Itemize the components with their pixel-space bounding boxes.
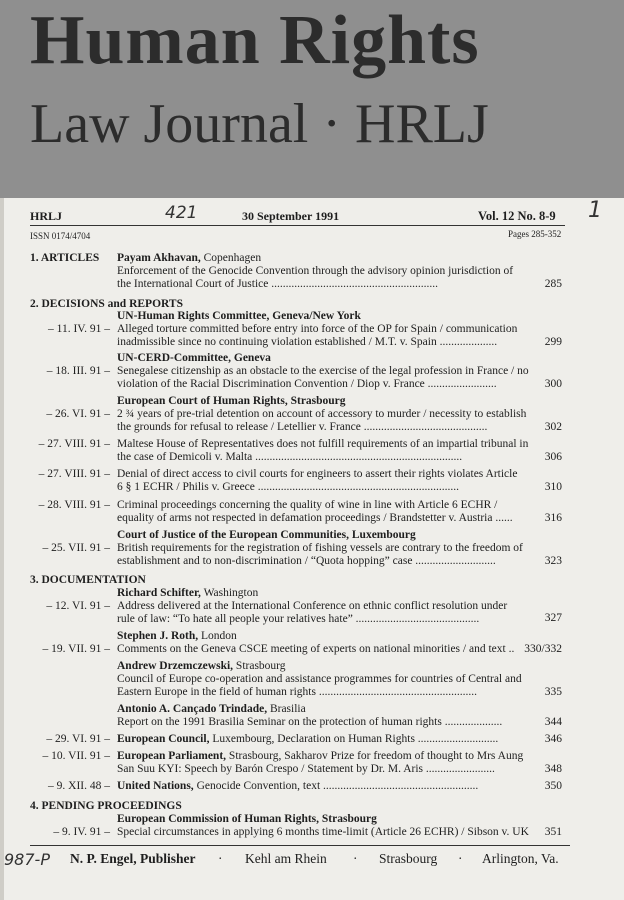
footer-separator: · — [218, 851, 223, 866]
section-decisions-heading: 2. DECISIONS and REPORTS — [30, 298, 183, 310]
entry-text: Special circumstances in applying 6 months time-limit (Article 26 ECHR) / Sibson v. UK — [117, 826, 529, 838]
entry-page: 330/332 — [524, 643, 562, 655]
footer-separator: · — [353, 851, 358, 866]
article-title-line2: the International Court of Justice .......................................................... — [117, 278, 439, 290]
entry-text: European Parliament, Strasbourg, Sakharov Prize for freedom of thought to Mrs Aung — [117, 750, 524, 762]
journal-title-line2: Law Journal · HRLJ — [30, 93, 489, 155]
entry-page: 335 — [544, 686, 562, 698]
entry-text: Maltese House of Representatives does not fulfill requirements of an impartial tribunal in — [117, 438, 529, 450]
body-heading: UN-Human Rights Committee, Geneva/New York — [117, 310, 361, 322]
entry-page: 299 — [544, 336, 562, 348]
entry-date: – 28. VIII. 91 – — [38, 499, 110, 511]
entry-date: – 9. IV. 91 – — [53, 826, 110, 838]
entry-text: the grounds for refusal to release / Letellier v. France ........................................... — [117, 421, 488, 433]
footer-city: Strasbourg — [379, 851, 438, 866]
section-articles-heading: 1. ARTICLES — [30, 252, 100, 264]
entry-date: – 25. VII. 91 – — [42, 542, 110, 554]
doc-author: Richard Schifter, Washington — [117, 587, 259, 599]
entry-page: 302 — [544, 421, 562, 433]
entry-text: Criminal proceedings concerning the quality of wine in line with Article 6 ECHR / — [117, 499, 498, 511]
body-heading: European Commission of Human Rights, Strasbourg — [117, 813, 377, 825]
article-author: Payam Akhavan, Copenhagen — [117, 252, 262, 264]
entry-date: – 29. VI. 91 – — [46, 733, 110, 745]
cover-header-band — [0, 0, 624, 198]
journal-title-line1: Human Rights — [30, 2, 480, 79]
entry-page: 323 — [544, 555, 562, 567]
entry-page: 300 — [544, 378, 562, 390]
body-heading: UN-CERD-Committee, Geneva — [117, 352, 271, 364]
entry-date: – 27. VIII. 91 – — [38, 438, 110, 450]
entry-text: Denial of direct access to civil courts for engineers to assert their rights violates Article — [117, 468, 518, 480]
issue-date: 30 September 1991 — [242, 209, 340, 223]
section-documentation-heading: 3. DOCUMENTATION — [30, 574, 146, 586]
entry-date: – 12. VI. 91 – — [46, 600, 110, 612]
entry-date: – 11. IV. 91 – — [48, 323, 110, 335]
entry-date: – 10. VII. 91 – — [42, 750, 110, 762]
entry-page: 346 — [544, 733, 562, 745]
entry-text: rule of law: “To hate all people your relatives hate” ........................................... — [117, 613, 480, 625]
entry-text: Senegalese citizenship as an obstacle to the exercise of the legal profession in France / no — [117, 365, 529, 377]
doc-author: Andrew Drzemczewski, Strasbourg — [117, 660, 286, 672]
doc-author: Antonio A. Cançado Trindade, Brasilia — [117, 703, 306, 715]
entry-text: British requirements for the registration of fishing vessels are contrary to the freedom of — [117, 542, 523, 554]
doc-author: Stephen J. Roth, London — [117, 630, 237, 642]
footer-city: Kehl am Rhein — [245, 851, 327, 866]
footer-separator: · — [458, 851, 463, 866]
footer-rule — [30, 845, 570, 846]
entry-text: equality of arms not respected in defamation proceedings / Brandstetter v. Austria ...... — [117, 512, 513, 524]
handwritten-number: 421 — [165, 203, 198, 223]
entry-page: 351 — [544, 826, 562, 838]
entry-page: 344 — [544, 716, 562, 728]
entry-text: inadmissible since no continuing violation established / M.T. v. Spain .................... — [117, 336, 498, 348]
masthead-abbr: HRLJ — [30, 209, 63, 223]
entry-page: 306 — [544, 451, 562, 463]
entry-text: United Nations, Genocide Convention, text ...................................................... — [117, 780, 479, 792]
entry-page: 316 — [544, 512, 562, 524]
entry-date: – 26. VI. 91 – — [46, 408, 110, 420]
handwritten-footer: 987-P — [4, 850, 50, 869]
handwritten-mark: 1 — [588, 198, 602, 223]
publisher-name: N. P. Engel, Publisher — [70, 851, 196, 866]
entry-text: Address delivered at the International Conference on ethnic conflict resolution under — [117, 600, 508, 612]
footer-city: Arlington, Va. — [482, 851, 559, 866]
masthead-rule — [30, 225, 565, 226]
volume-number: Vol. 12 No. 8-9 — [478, 209, 556, 223]
entry-date: – 19. VII. 91 – — [42, 643, 110, 655]
entry-text: San Suu KYI: Speech by Barón Crespo / Statement by Dr. M. Aris ........................ — [117, 763, 495, 775]
section-pending-heading: 4. PENDING PROCEEDINGS — [30, 800, 182, 812]
entry-date: – 27. VIII. 91 – — [38, 468, 110, 480]
article-title-line1: Enforcement of the Genocide Convention through the advisory opinion jurisdiction of — [117, 265, 514, 277]
entry-text: Eastern Europe in the field of human rights ....................................................... — [117, 686, 477, 698]
entry-text: Report on the 1991 Brasilia Seminar on the protection of human rights .................... — [117, 716, 503, 728]
body-heading: European Court of Human Rights, Strasbourg — [117, 395, 346, 407]
entry-date: – 18. III. 91 – — [46, 365, 110, 377]
entry-page: 350 — [544, 780, 562, 792]
page-range: Pages 285-352 — [508, 229, 562, 239]
entry-date: – 9. XII. 48 – — [48, 780, 110, 792]
body-heading: Court of Justice of the European Communities, Luxembourg — [117, 529, 416, 541]
entry-text: Alleged torture committed before entry into force of the OP for Spain / communication — [117, 323, 518, 335]
entry-page: 310 — [544, 481, 562, 493]
entry-text: establishment and to non-discrimination / “Quota hopping” case ............................ — [117, 555, 496, 567]
entry-page: 348 — [544, 763, 562, 775]
entry-text: violation of the Racial Discrimination Convention / Diop v. France ........................ — [117, 378, 497, 390]
entry-page: 327 — [544, 612, 562, 624]
entry-text: the case of Demicoli v. Malta ........................................................................ — [117, 451, 463, 463]
entry-text: European Council, Luxembourg, Declaration on Human Rights ............................ — [117, 733, 499, 745]
entry-text: 2 ¾ years of pre-trial detention on account of accessory to murder / necessity to establish — [117, 408, 527, 420]
entry-text: 6 § 1 ECHR / Philis v. Greece ...................................................................... — [117, 481, 460, 493]
entry-text: Comments on the Geneva CSCE meeting of experts on national minorities / and text .. — [117, 643, 515, 655]
article-page: 285 — [544, 278, 562, 290]
issn: ISSN 0174/4704 — [30, 231, 91, 241]
entry-text: Council of Europe co-operation and assistance programmes for countries of Central and — [117, 673, 522, 685]
